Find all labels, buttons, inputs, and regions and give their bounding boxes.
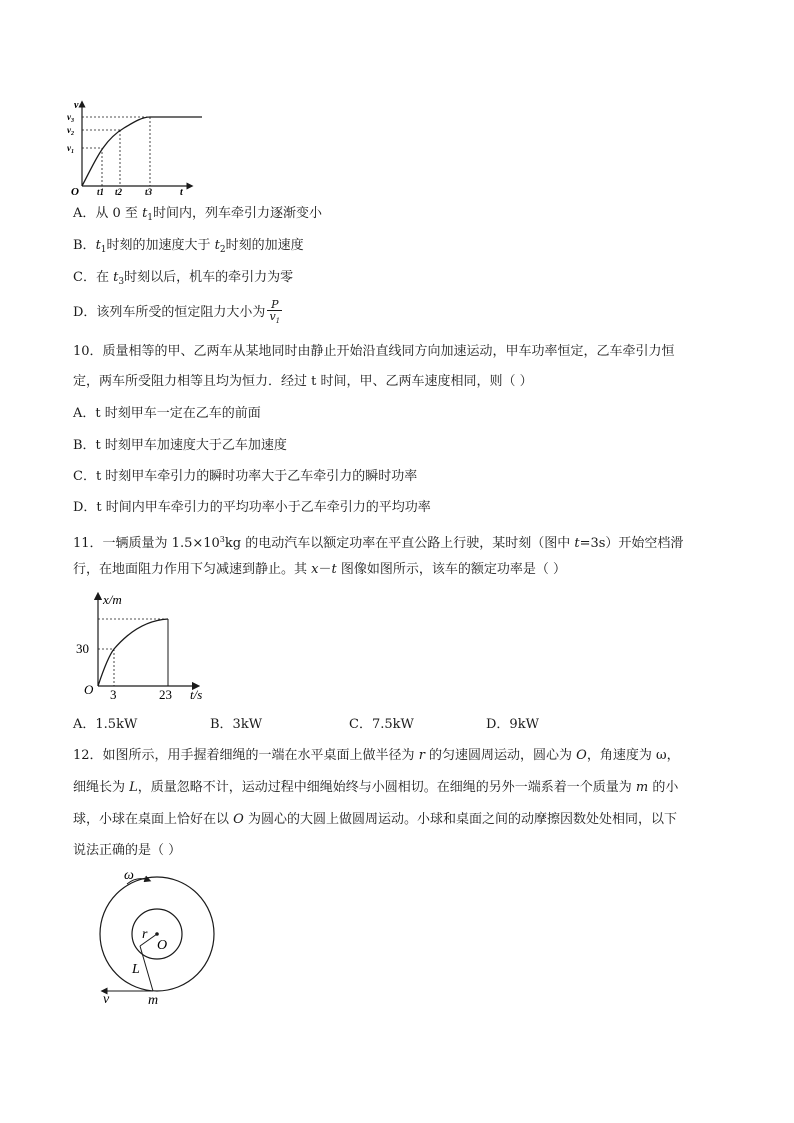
q11-option-d: D．9kW xyxy=(486,717,539,732)
v-label-diagram: v xyxy=(103,992,110,1006)
t2-label: t2 xyxy=(115,187,123,197)
v3-label: $v_3$ xyxy=(67,112,74,124)
q12-stem-line3: 球，小球在桌面上恰好在以 O 为圆心的大圆上做圆周运动。小球和桌面之间的动摩擦因数处处相同，以下 xyxy=(73,812,677,827)
fraction-p-over-v1: $\frac{P}{v_1}$ xyxy=(269,297,281,325)
origin-label-2: O xyxy=(84,682,94,697)
string-line xyxy=(140,946,153,991)
q9-option-b: B．$t_1$时刻的加速度大于 $t_2$时刻的加速度 xyxy=(73,238,304,255)
q9-option-d: D．该列车所受的恒定阻力大小为 $\frac{P}{v_1}$ xyxy=(73,297,281,325)
x-tick-3: 3 xyxy=(110,687,117,702)
q12-stem-line2: 细绳长为 L，质量忽略不计，运动过程中细绳始终与小圆相切。在细绳的另外一端系着一个质量为 m 的小 xyxy=(73,780,679,795)
q10-stem-line1: 10．质量相等的甲、乙两车从某地同时由静止开始沿直线同方向加速运动，甲车功率恒定，乙车牵引力恒 xyxy=(73,344,675,359)
q12-stem-line1: 12．如图所示，用手握着细绳的一端在水平桌面上做半径为 r 的匀速圆周运动，圆心为 O，角速度为 ω， xyxy=(73,748,680,763)
xt-graph xyxy=(72,588,212,702)
m-label: m xyxy=(148,993,159,1006)
q10-option-c: C．t 时刻甲车牵引力的瞬时功率大于乙车牵引力的瞬时功率 xyxy=(73,469,418,484)
q10-option-d: D．t 时间内甲车牵引力的平均功率小于乙车牵引力的平均功率 xyxy=(73,500,431,515)
t-label: t xyxy=(180,187,183,198)
q11-option-b: B．3kW xyxy=(210,717,263,732)
l-label: L xyxy=(132,962,140,977)
t1-label: t1 xyxy=(97,187,105,197)
v2-label: $v_2$ xyxy=(67,125,74,137)
omega-label: ω xyxy=(124,868,134,883)
q11-stem-line1: 11．一辆质量为 $1.5\times 10^3kg$ 的电动汽车以额定功率在平直公路上行驶，某时刻（图中 t=3s）开始空档滑 xyxy=(73,535,684,551)
q10-stem-line2: 定，两车所受阻力相等且均为恒力．经过 t 时间，甲、乙两车速度相同，则（ ） xyxy=(73,374,533,389)
t-axis-label: t/s xyxy=(190,687,203,702)
xt-curve xyxy=(98,619,168,686)
v1-label: $v_1$ xyxy=(67,143,74,155)
q9-option-a: A．从 0 至 $t_1$时间内，列车牵引力逐渐变小 xyxy=(73,206,323,223)
v-label: v xyxy=(74,100,79,111)
q10-option-a: A．t 时刻甲车一定在乙车的前面 xyxy=(73,406,261,421)
t3-label: t3 xyxy=(145,187,153,197)
x-axis-label: x/m xyxy=(103,592,122,607)
q11-stem-line2: 行，在地面阻力作用下匀减速到静止。其 x－t 图像如图所示，该车的额定功率是（ ） xyxy=(73,562,566,577)
vt-graph xyxy=(62,96,202,198)
origin-label: O xyxy=(71,186,79,198)
vt-curve xyxy=(82,117,202,186)
circular-motion-diagram xyxy=(96,858,236,1006)
q10-option-b: B．t 时刻甲车加速度大于乙车加速度 xyxy=(73,438,287,453)
q11-option-a: A．1.5kW xyxy=(73,717,138,732)
x-tick-23: 23 xyxy=(159,687,172,702)
q11-options xyxy=(73,716,539,734)
o-label: O xyxy=(157,938,168,953)
q12-stem-line4: 说法正确的是（ ） xyxy=(73,843,182,858)
q9-option-c: C．在 $t_3$时刻以后，机车的牵引力为零 xyxy=(73,270,294,287)
y-tick-30: 30 xyxy=(76,641,89,656)
q11-option-c: C．7.5kW xyxy=(349,717,414,732)
r-label: r xyxy=(142,927,148,942)
